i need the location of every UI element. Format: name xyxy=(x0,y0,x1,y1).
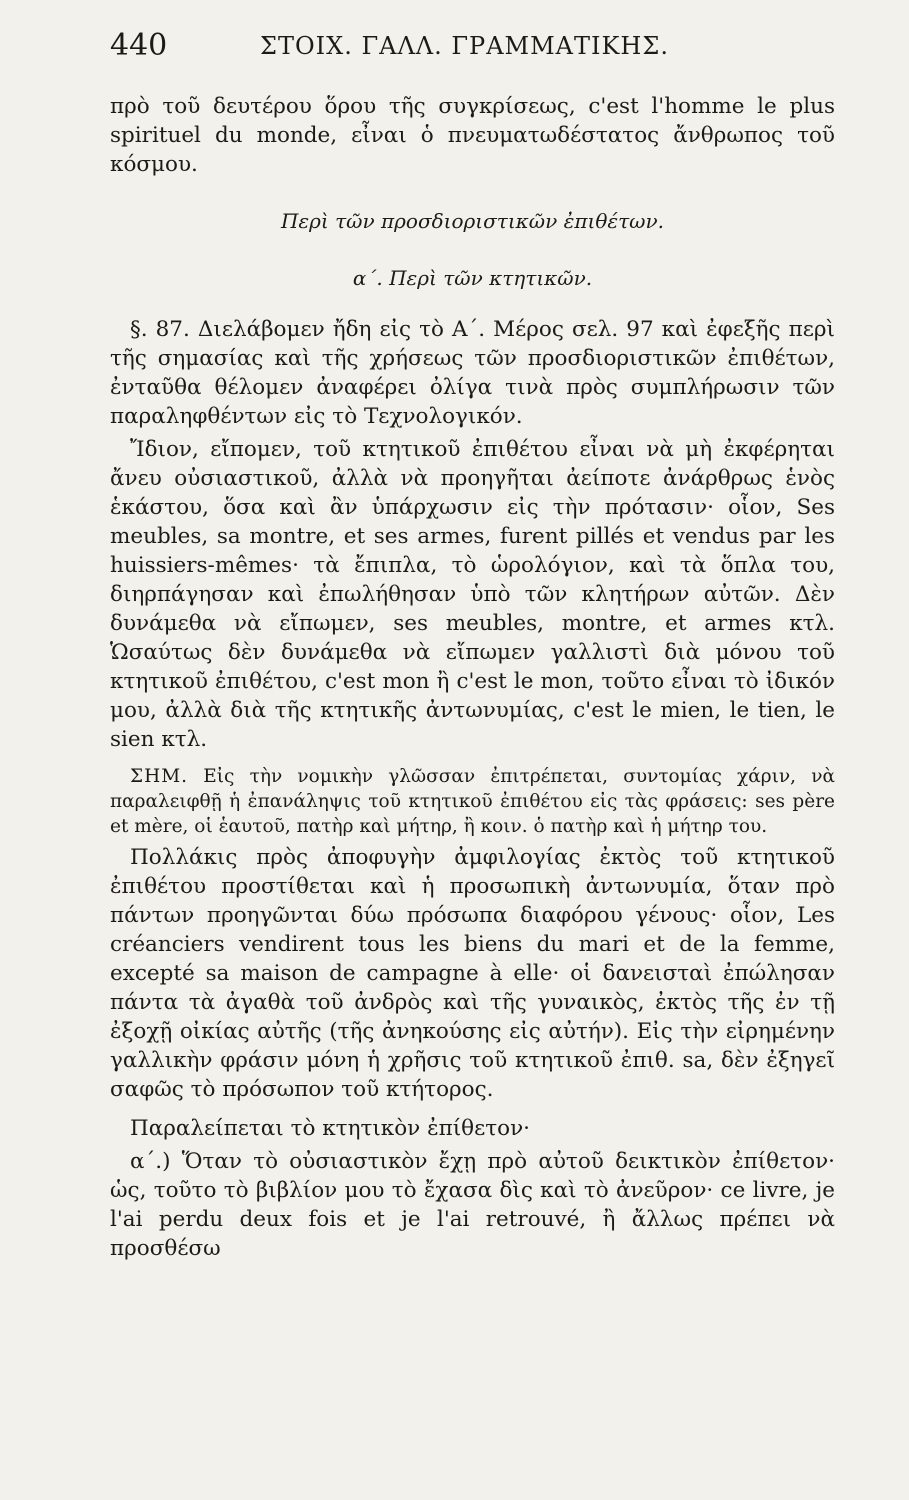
paragraph-87 xyxy=(110,315,835,431)
note xyxy=(110,764,835,839)
paragraph-2: Ἴδιον, εἴπομεν, τοῦ κτητικοῦ ἐπιθέτου εἶναι νὰ μὴ ἐκφέρηται ἄνευ οὐσιαστικοῦ, ἀλλὰ νὰ προηγῆται ἀείποτε ἀνάρθρως ἑνὸς ἑκάστου, ὅσα καὶ ἂν ὑπάρχωσιν εἰς τὴν πρότασιν· οἷον, Ses meubles, sa montre, et ses armes, furent pillés et vendus par les huissiers-mêmes· τὰ ἔπιπλα, τὸ ὡρολόγιον, καὶ τὰ ὅπλα του, διηρπάγησαν καὶ ἐπωλήθησαν ὑπὸ τῶν κλητήρων αὐτῶν. Δὲν δυνάμεθα νὰ εἴπωμεν, ses meubles, montre, et armes κτλ. Ὡσαύτως δὲν δυνάμεθα νὰ εἴπωμεν γαλλιστὶ διὰ μόνου τοῦ κτητικοῦ ἐπιθέτου, c'est mon ἢ c'est le mon, τοῦτο εἶναι τὸ ἰδικόν μου, ἀλλὰ διὰ τῆς κτητικῆς ἀντωνυμίας, c'est le mien, le tien, le sien κτλ. xyxy=(110,437,835,752)
paragraph-4: Παραλείπεται τὸ κτητικὸν ἐπίθετον· xyxy=(130,1116,530,1141)
note-text: Εἰς τὴν νομικὴν γλῶσσαν ἐπιτρέπεται, συντομίας χάριν, νὰ παραλειφθῇ ἡ ἐπανάληψις τοῦ κτητικοῦ ἐπιθέτου εἰς τὰς φράσεις: ses père et mère, οἱ ἑαυτοῦ, πατὴρ καὶ μήτηρ, ἢ κοιν. ὁ πατὴρ καὶ ἡ μήτηρ του. xyxy=(110,766,835,837)
paragraph-5: α΄.) Ὅταν τὸ οὐσιαστικὸν ἔχῃ πρὸ αὐτοῦ δεικτικὸν ἐπίθετον· ὡς, τοῦτο τὸ βιβλίον μου τὸ ἔχασα δὶς καὶ τὸ ἀνεῦρον· ce livre, je l'ai perdu deux fois et je l'ai retrouvé, ἢ ἄλλως πρέπει νὰ προσθέσω xyxy=(110,1149,835,1261)
page-number: 440 xyxy=(110,28,168,63)
section-heading: Περὶ τῶν προσδιοριστικῶν ἐπιθέτων. xyxy=(280,209,665,233)
paragraph-87-text: Διελάβομεν ἤδη εἰς τὸ Α΄. Μέρος σελ. 97 καὶ ἐφεξῆς περὶ τῆς σημασίας καὶ τῆς χρήσεως τῶν προσδιοριστικῶν ἐπιθέτων, ἐνταῦθα θέλομεν ἀναφέρει ὀλίγα τινὰ πρὸς συμπλήρωσιν τῶν παραληφθέντων εἰς τὸ Τεχνολογικόν. xyxy=(110,317,835,429)
paragraph-3: Πολλάκις πρὸς ἀποφυγὴν ἀμφιλογίας ἐκτὸς τοῦ κτητικοῦ ἐπιθέτου προστίθεται καὶ ἡ προσωπικὴ ἀντωνυμία, ὅταν πρὸ πάντων προηγῶνται δύω πρόσωπα διαφόρου γένους· οἷον, Les créanciers vendirent tous les biens du mari et de la femme, excepté sa maison de campagne à elle· οἱ δανεισταὶ ἐπώλησαν πάντα τὰ ἀγαθὰ τοῦ ἀνδρὸς καὶ τῆς γυναικὸς, ἐκτὸς τῆς ἐν τῇ ἐξοχῇ οἰκίας αὐτῆς (τῆς ἀνηκούσης εἰς αὐτήν). Εἰς τὴν εἰρημένην γαλλικὴν φράσιν μόνη ἡ χρῆσις τοῦ κτητικοῦ ἐπιθ. sa, δὲν ἐξηγεῖ σαφῶς τὸ πρόσωπον τοῦ κτήτορος. xyxy=(110,845,835,1102)
page-body xyxy=(110,92,835,1263)
paragraph-1: πρὸ τοῦ δευτέρου ὅρου τῆς συγκρίσεως, c'est l'homme le plus spirituel du monde, εἶναι ὁ πνευματωδέστατος ἄνθρωπος τοῦ κόσμου. xyxy=(110,94,835,177)
subsection-heading: α΄. Περὶ τῶν κτητικῶν. xyxy=(352,266,593,290)
page-header xyxy=(110,28,819,68)
note-label: ΣΗΜ. xyxy=(130,766,189,787)
section-number: §. 87. xyxy=(130,317,190,342)
running-title: ΣΤΟΙΧ. ΓΑΛΛ. ΓΡΑΜΜΑΤΙΚΗΣ. xyxy=(260,32,669,60)
